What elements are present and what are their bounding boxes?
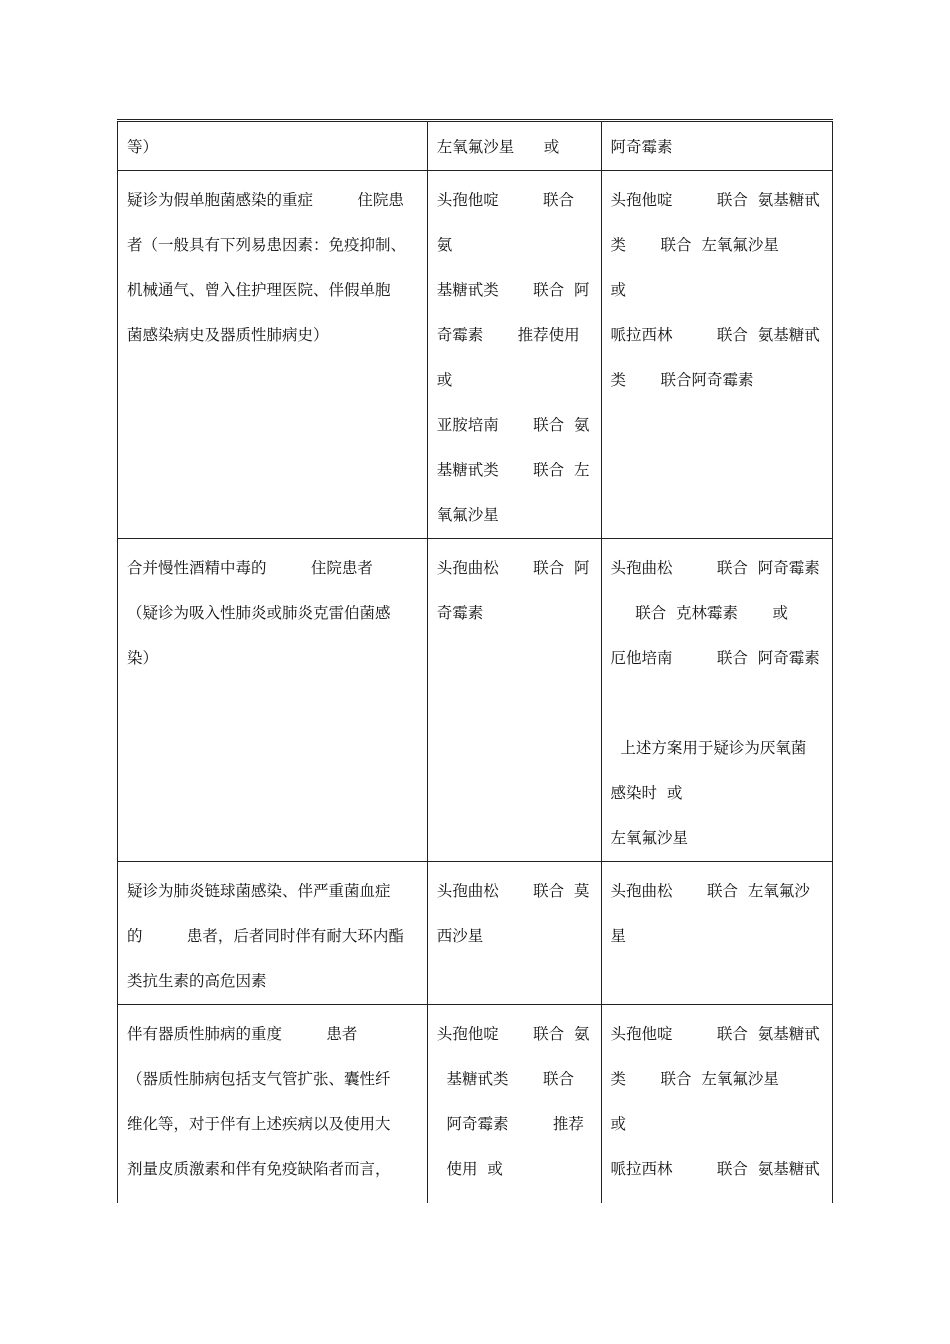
patient-group-cell <box>118 171 428 539</box>
cell-text-line: 等） <box>127 138 159 156</box>
cell-text-line: 基糖甙类 联合 阿 <box>436 281 590 299</box>
page-continuation-area <box>0 1203 950 1344</box>
cell-text-line: 类抗生素的高危因素 <box>127 972 267 990</box>
cell-text-line: 西沙星 <box>436 927 484 945</box>
alternative-regimen-cell <box>601 171 832 539</box>
cell-text-line: 基糖甙类 联合 左 <box>436 461 590 479</box>
cell-text-line: 者（一般具有下列易患因素：免疫抑制、 <box>127 236 407 254</box>
alternative-regimen-cell <box>601 539 832 862</box>
cell-text-line: 头孢他啶 联合 氨 <box>436 191 584 254</box>
cell-text-line: 头孢他啶 联合 氨基糖甙 <box>610 191 820 209</box>
cell-text-line: 联合 克林霉素 或 <box>610 604 789 622</box>
regimen-cell <box>427 171 601 539</box>
cell-text-line: 头孢曲松 联合 左氧氟沙 <box>610 882 810 900</box>
cell-text-line: 合并慢性酒精中毒的 住院患者 <box>127 559 373 577</box>
cell-text-line: 阿奇霉素 <box>610 138 673 156</box>
cell-text-line: （器质性肺病包括支气管扩张、囊性纤 <box>127 1070 391 1088</box>
alternative-regimen-cell <box>601 862 832 1005</box>
cell-text-line: 的 患者，后者同时伴有耐大环内酯 <box>127 927 404 945</box>
cell-text-line: 疑诊为假单胞菌感染的重症 住院患 <box>127 191 404 209</box>
table-row <box>118 122 833 171</box>
cell-text-line <box>611 681 823 726</box>
cell-text-line: 头孢他啶 联合 氨基糖甙 <box>610 1025 820 1043</box>
cell-text-line: 使用 或 <box>436 1160 503 1178</box>
cell-text-line: 亚胺培南 联合 氨 <box>436 416 590 434</box>
cell-text-line: 类 联合 左氧氟沙星 或 <box>610 236 814 299</box>
cell-text-line: 哌拉西林 联合 氨基糖甙 <box>610 326 820 344</box>
cell-text-line: 头孢他啶 联合 氨 <box>436 1025 590 1043</box>
table-row <box>118 539 833 862</box>
cell-text-line: 疑诊为肺炎链球菌感染、伴严重菌血症 <box>127 882 391 900</box>
cell-text-line: （疑诊为吸入性肺炎或肺炎克雷伯菌感 <box>127 604 391 622</box>
regimen-cell <box>427 862 601 1005</box>
cell-text-line: 伴有器质性肺病的重度 患者 <box>127 1025 358 1043</box>
cell-text-line: 上述方案用于疑诊为厌氧菌 <box>610 739 807 757</box>
regimen-cell <box>427 539 601 862</box>
cell-text-line: 剂量皮质激素和伴有免疫缺陷者而言， <box>127 1160 391 1178</box>
cell-text-line: 头孢曲松 联合 阿奇霉素 <box>610 559 820 577</box>
cell-text-line: 奇霉素 <box>436 604 484 622</box>
cell-text-line: 基糖甙类 联合 <box>436 1070 575 1088</box>
table-row <box>118 862 833 1005</box>
table-row <box>118 171 833 539</box>
table-top-rule <box>117 119 833 120</box>
cell-text-line: 奇霉素 推荐使用 <box>436 326 580 344</box>
treatment-table <box>117 121 833 1283</box>
patient-group-cell <box>118 862 428 1005</box>
alternative-regimen-cell <box>601 122 832 171</box>
cell-text-line: 或 <box>436 371 453 389</box>
cell-text-line: 机械通气、曾入住护理医院、伴假单胞 <box>127 281 391 299</box>
cell-text-line: 哌拉西林 联合 氨基糖甙 <box>610 1160 820 1178</box>
cell-text-line: 星 <box>610 927 627 945</box>
regimen-cell <box>427 122 601 171</box>
cell-text-line: 维化等，对于伴有上述疾病以及使用大 <box>127 1115 391 1133</box>
cell-text-line: 类 联合阿奇霉素 <box>610 371 754 389</box>
cell-text-line: 头孢曲松 联合 阿 <box>436 559 590 577</box>
treatment-table-body <box>118 122 833 1283</box>
cell-text-line: 左氧氟沙星 或 <box>436 138 560 156</box>
cell-text-line: 类 联合 左氧氟沙星 或 <box>610 1070 814 1133</box>
cell-text-line: 阿奇霉素 推荐 <box>436 1115 584 1133</box>
cell-text-line: 感染时 或 <box>610 784 683 802</box>
patient-group-cell <box>118 539 428 862</box>
cell-text-line: 染） <box>127 649 159 667</box>
cell-text-line: 头孢曲松 联合 莫 <box>436 882 590 900</box>
patient-group-cell <box>118 122 428 171</box>
cell-text-line: 左氧氟沙星 <box>610 829 689 847</box>
cell-text-line: 菌感染病史及器质性肺病史） <box>127 326 329 344</box>
cell-text-line: 氧氟沙星 <box>436 506 499 524</box>
cell-text-line: 厄他培南 联合 阿奇霉素 <box>610 649 820 667</box>
